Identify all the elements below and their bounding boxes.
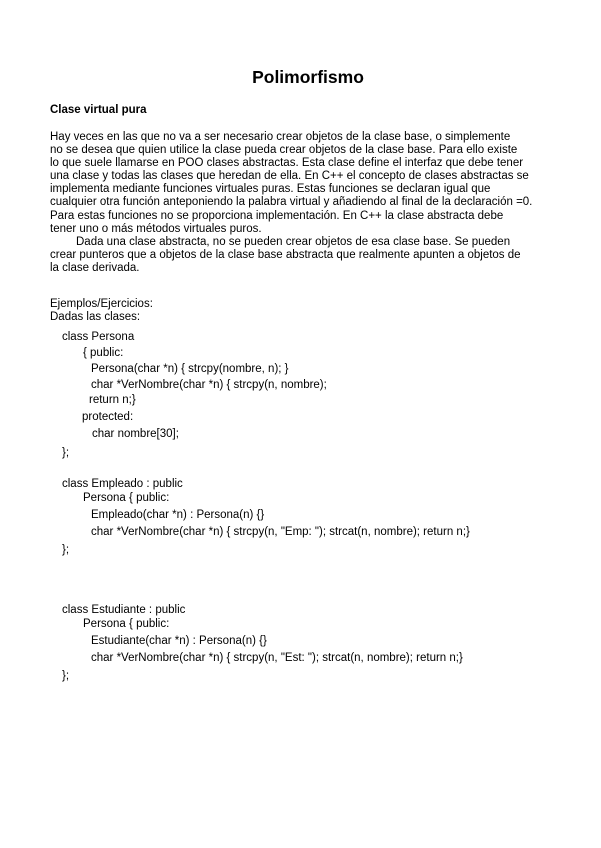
code-line: char nombre[30];	[92, 428, 179, 440]
code-line: char *VerNombre(char *n) { strcpy(n, "Emp: "); strcat(n, nombre); return n;}	[91, 526, 470, 538]
code-line: Empleado(char *n) : Persona(n) {}	[91, 509, 265, 521]
code-line: Persona { public:	[83, 492, 170, 504]
code-line: class Empleado : public	[62, 478, 183, 490]
code-line: char *VerNombre(char *n) { strcpy(n, nombre);	[91, 379, 327, 391]
page-title: Polimorfismo	[252, 67, 364, 87]
paragraph-line: lo que suele llamarse en POO clases abstractas. Esta clase define el interfaz que debe tener	[50, 157, 524, 170]
paragraph-line: la clase derivada.	[50, 261, 140, 274]
paragraph-line: cualquier otra función anteponiendo la palabra virtual y añadiendo al final de la declaración =0.	[50, 196, 533, 209]
code-line: { public:	[83, 347, 124, 359]
paragraph-line: tener uno o más métodos virtuales puros.	[50, 222, 262, 235]
paragraph-line: no se desea que quien utilice la clase pueda crear objetos de la clase base. Para ello existe	[50, 144, 518, 157]
code-line: };	[62, 544, 70, 556]
code-line: char *VerNombre(char *n) { strcpy(n, "Est: "); strcat(n, nombre); return n;}	[91, 652, 463, 664]
code-line: Persona { public:	[83, 618, 170, 630]
code-line: class Estudiante : public	[62, 604, 186, 616]
examples-heading: Ejemplos/Ejercicios:	[50, 298, 153, 310]
paragraph-line-bullet	[50, 236, 570, 249]
paragraph-line: implementa mediante funciones virtuales puras. Estas funciones se declaran igual que	[50, 183, 491, 196]
paragraph-line: una clase y todas las clases que heredan de ella. En C++ el concepto de clases abstractas se	[50, 170, 529, 183]
code-line: Estudiante(char *n) : Persona(n) {}	[91, 635, 267, 647]
code-line: };	[62, 447, 70, 459]
code-line: };	[62, 670, 70, 682]
code-line: class Persona	[62, 331, 135, 343]
paragraph-line: crear punteros que a objetos de la clase base abstracta que realmente apunten a objetos de	[50, 248, 521, 261]
code-line: return n;}	[89, 394, 136, 406]
paragraph-line: Para estas funciones no se proporciona implementación. En C++ la clase abstracta debe	[50, 209, 504, 222]
paragraph-abstract-classes	[50, 131, 570, 275]
section-heading: Clase virtual pura	[50, 104, 147, 116]
paragraph-text: Dada una clase abstracta, no se pueden crear objetos de esa clase base. Se pueden	[76, 235, 511, 248]
examples-intro	[50, 298, 570, 324]
given-classes-label: Dadas las clases:	[50, 311, 141, 324]
code-line: protected:	[82, 411, 134, 423]
paragraph-line: Hay veces en las que no va a ser necesario crear objetos de la clase base, o simplemente	[50, 131, 511, 143]
code-line: Persona(char *n) { strcpy(nombre, n); }	[91, 363, 289, 375]
